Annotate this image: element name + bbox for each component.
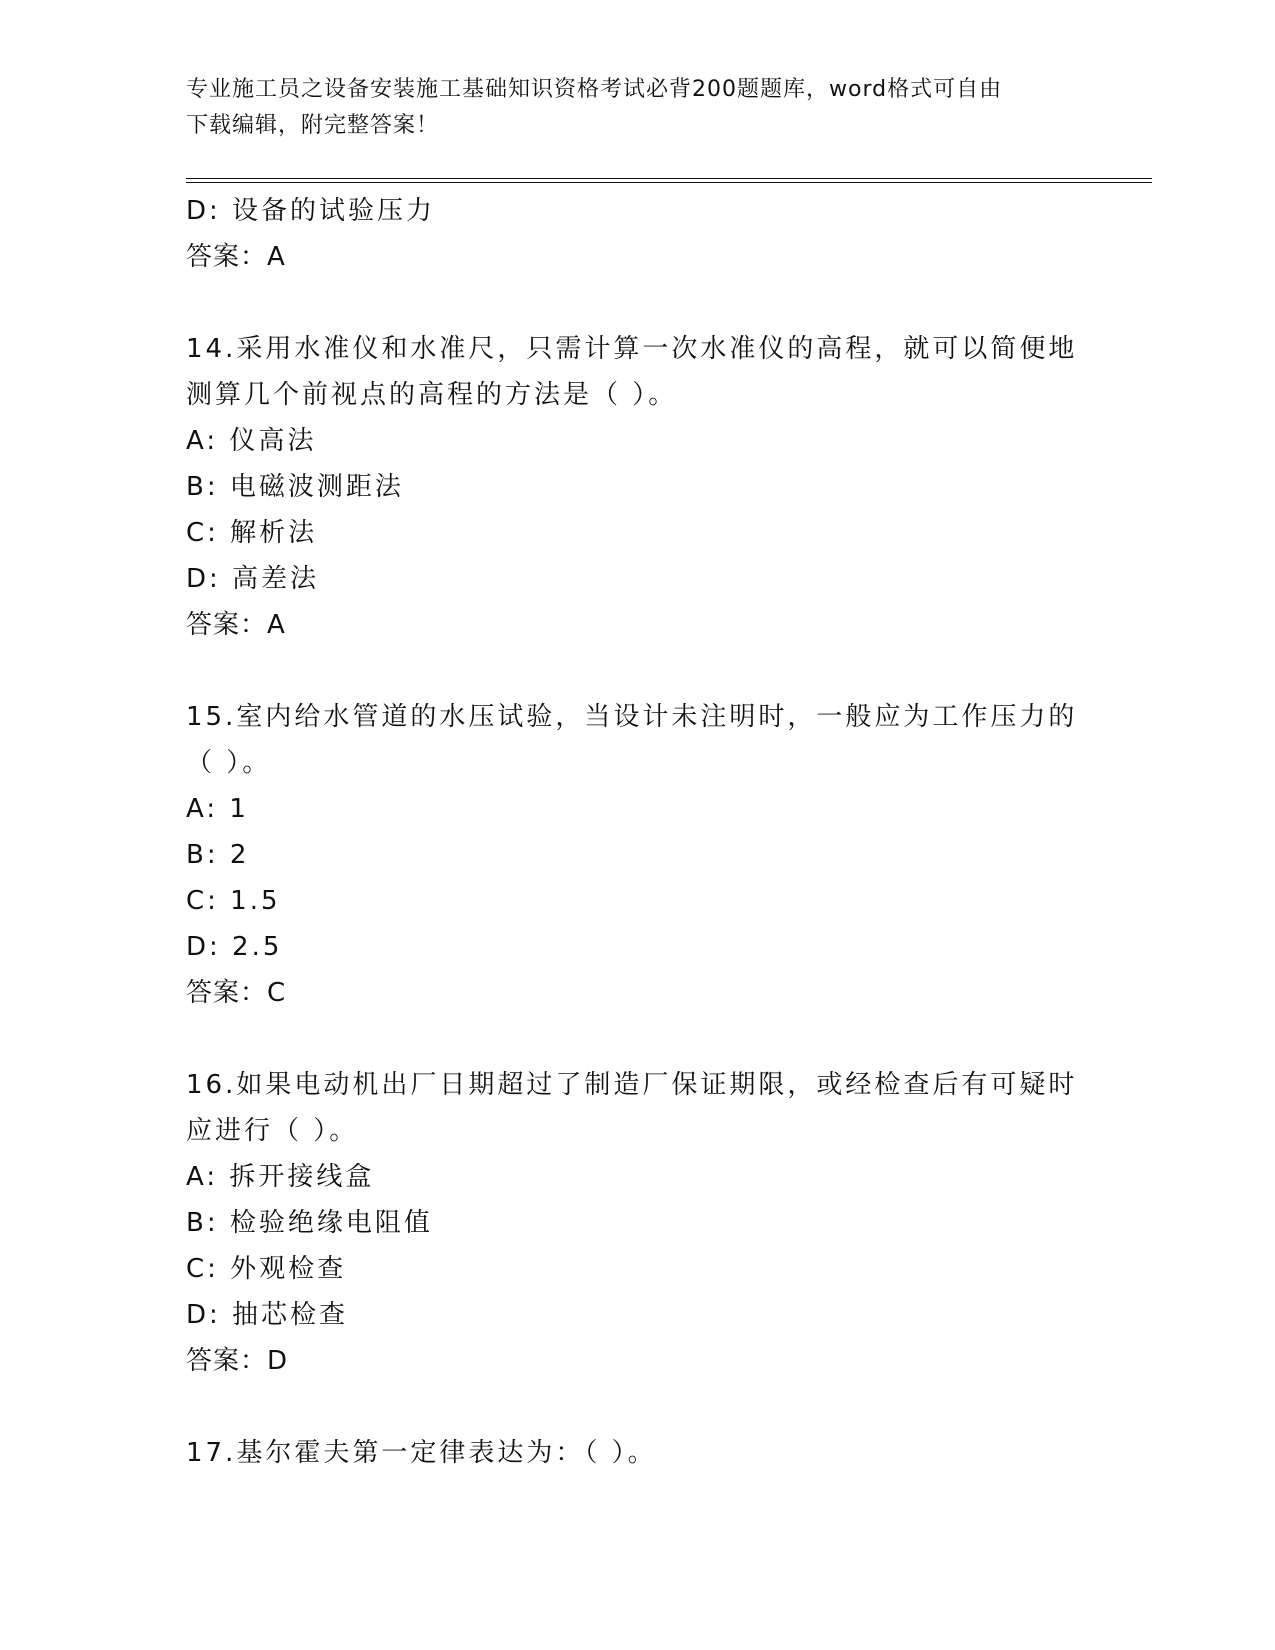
document-header bbox=[186, 72, 1086, 144]
option-d: D: 高差法 bbox=[186, 564, 320, 594]
option-a: A: 仪高法 bbox=[186, 426, 317, 456]
question-15 bbox=[186, 694, 1086, 1016]
spacer bbox=[186, 648, 1086, 694]
option-a: A: 1 bbox=[186, 794, 249, 824]
answer-line: 答案：D bbox=[186, 1346, 289, 1376]
question-list bbox=[186, 188, 1086, 1476]
option-b: B: 电磁波测距法 bbox=[186, 472, 404, 502]
question-stem-line-1: 15.室内给水管道的水压试验，当设计未注明时，一般应为工作压力的 bbox=[186, 702, 1078, 732]
option-b: B: 检验绝缘电阻值 bbox=[186, 1208, 433, 1238]
option-d: D: 设备的试验压力 bbox=[186, 196, 436, 226]
option-c: C: 外观检查 bbox=[186, 1254, 347, 1284]
question-17 bbox=[186, 1430, 1086, 1476]
header-title-line-1: 专业施工员之设备安装施工基础知识资格考试必背200题题库，word格式可自由 bbox=[186, 77, 1003, 102]
option-c: C: 解析法 bbox=[186, 518, 318, 548]
header-divider-top bbox=[186, 178, 1152, 179]
question-16 bbox=[186, 1062, 1086, 1384]
option-a: A: 拆开接线盒 bbox=[186, 1162, 375, 1192]
option-b: B: 2 bbox=[186, 840, 250, 870]
option-c: C: 1.5 bbox=[186, 886, 281, 916]
question-14 bbox=[186, 326, 1086, 648]
header-divider-bottom bbox=[186, 182, 1152, 183]
header-title-line-2: 下载编辑，附完整答案！ bbox=[186, 113, 440, 138]
option-d: D: 抽芯检查 bbox=[186, 1300, 349, 1330]
question-stem-line-2: 测算几个前视点的高程的方法是（ ）。 bbox=[186, 380, 678, 410]
spacer bbox=[186, 1016, 1086, 1062]
answer-line: 答案：A bbox=[186, 242, 286, 272]
answer-line: 答案：C bbox=[186, 978, 287, 1008]
question-stem-line-1: 16.如果电动机出厂日期超过了制造厂保证期限，或经检查后有可疑时 bbox=[186, 1070, 1078, 1100]
spacer bbox=[186, 1384, 1086, 1430]
question-stem-line-1: 17.基尔霍夫第一定律表达为：（ ）。 bbox=[186, 1438, 657, 1468]
option-d: D: 2.5 bbox=[186, 932, 283, 962]
answer-line: 答案：A bbox=[186, 610, 286, 640]
question-stem-line-1: 14.采用水准仪和水准尺，只需计算一次水准仪的高程，就可以简便地 bbox=[186, 334, 1078, 364]
question-13-tail bbox=[186, 188, 1086, 280]
spacer bbox=[186, 280, 1086, 326]
question-stem-line-2: 应进行（ ）。 bbox=[186, 1116, 359, 1146]
question-stem-line-2: （ ）。 bbox=[186, 748, 272, 778]
